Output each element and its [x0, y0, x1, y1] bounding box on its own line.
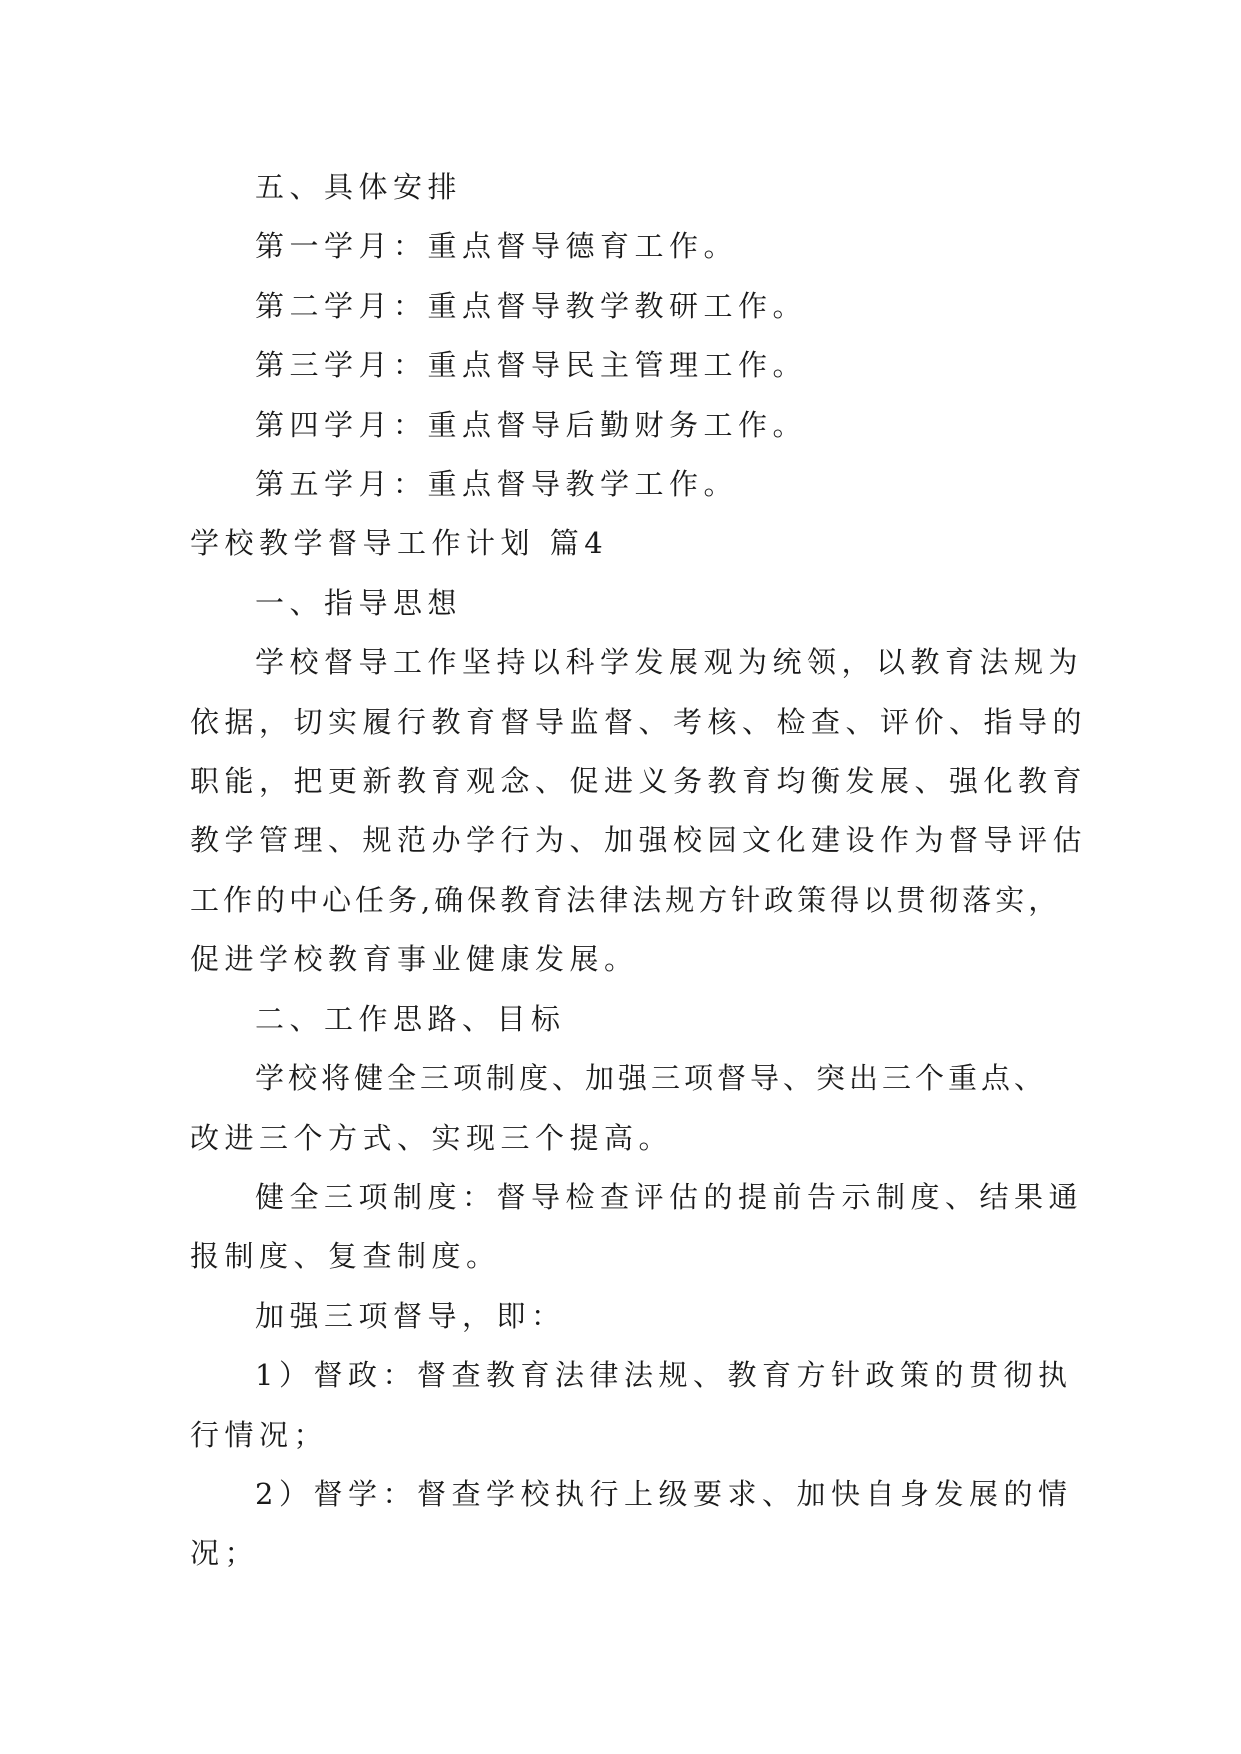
list-item-line: 行情况；	[190, 1417, 329, 1452]
section-heading-arrangement: 五、具体安排	[255, 170, 463, 204]
section-heading-work-ideas: 二、工作思路、目标	[255, 1001, 566, 1036]
paragraph-line: 第五学月：重点督导教学工作。	[255, 467, 739, 502]
paragraph-line: 学校将健全三项制度、加强三项督导、突出三个重点、	[255, 1061, 1048, 1096]
paragraph-line: 依据，切实履行教育督导监督、考核、检查、评价、指导的	[190, 704, 1088, 739]
list-item-line: 1）督政：督查教育法律法规、教育方针政策的贯彻执	[255, 1358, 1073, 1393]
paragraph-line: 职能，把更新教育观念、促进义务教育均衡发展、强化教育	[190, 764, 1088, 799]
paragraph-line: 加强三项督导，即：	[255, 1298, 566, 1333]
paragraph-line: 促进学校教育事业健康发展。	[190, 942, 639, 977]
document-body	[190, 158, 1088, 1584]
list-item-line: 况；	[190, 1536, 260, 1571]
paragraph-line: 教学管理、规范办学行为、加强校园文化建设作为督导评估	[190, 823, 1088, 858]
paragraph-line: 第三学月：重点督导民主管理工作。	[255, 348, 808, 383]
paragraph-line: 报制度、复查制度。	[190, 1239, 501, 1274]
list-item-line: 2）督学：督查学校执行上级要求、加快自身发展的情	[255, 1476, 1073, 1511]
paragraph-line: 工作的中心任务,确保教育法律法规方针政策得以贯彻落实，	[190, 882, 1062, 917]
article-title: 学校教学督导工作计划 篇4	[190, 526, 609, 561]
section-heading-guiding-thought: 一、指导思想	[255, 585, 463, 620]
paragraph-line: 第二学月：重点督导教学教研工作。	[255, 288, 808, 323]
paragraph-line: 第一学月：重点督导德育工作。	[255, 229, 739, 264]
paragraph-line: 改进三个方式、实现三个提高。	[190, 1120, 674, 1155]
paragraph-line: 学校督导工作坚持以科学发展观为统领，以教育法规为	[255, 645, 1084, 680]
paragraph-line: 健全三项制度：督导检查评估的提前告示制度、结果通	[255, 1179, 1084, 1214]
paragraph-line: 第四学月：重点督导后勤财务工作。	[255, 407, 808, 442]
